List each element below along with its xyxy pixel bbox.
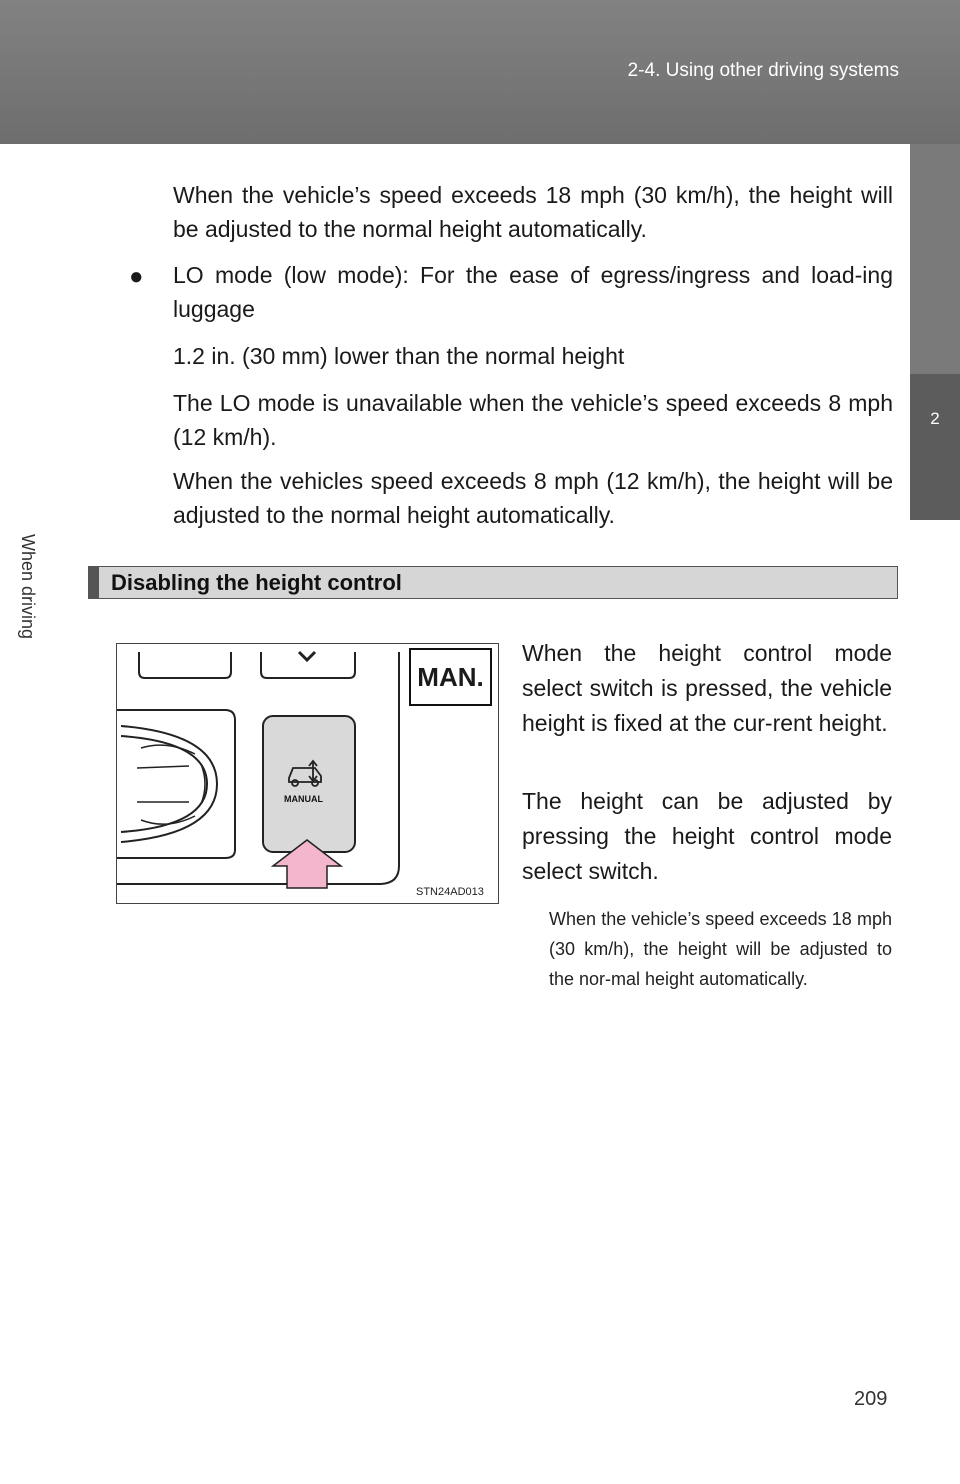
page-number: 209 — [854, 1388, 888, 1410]
chevron-down-icon — [299, 652, 315, 660]
paragraph: When the height control mode select switch is pressed, the vehicle height is fixed at the cur-rent height. — [522, 640, 892, 736]
paragraph: The LO mode is unavailable when the vehicle’s speed exceeds 8 mph (12 km/h). — [173, 390, 893, 450]
paragraph: When the vehicle’s speed exceeds 18 mph (30 km/h), the height will be adjusted to the normal height automatically. — [173, 182, 893, 242]
paragraph: LO mode (low mode): For the ease of egress/ingress and load-ing luggage — [173, 262, 893, 322]
page-header — [0, 0, 960, 144]
man-indicator-label: MAN. — [409, 648, 492, 706]
paragraph: The height can be adjusted by pressing the height control mode select switch. — [522, 788, 892, 884]
bullet-icon: ● — [129, 263, 144, 290]
chapter-number: 2 — [910, 374, 960, 520]
manual-switch[interactable] — [263, 716, 355, 852]
paragraph: When the vehicles speed exceeds 8 mph (12 km/h), the height will be adjusted to the normal height automatically. — [173, 468, 893, 528]
manual-switch-label: MANUAL — [284, 794, 323, 804]
section-breadcrumb: 2-4. Using other driving systems — [627, 60, 899, 81]
chapter-title: When driving — [18, 534, 38, 640]
paragraph: 1.2 in. (30 mm) lower than the normal height — [173, 343, 625, 369]
note-text: When the vehicle’s speed exceeds 18 mph (30 km/h), the height will be adjusted to the nor-mal height automatically. — [549, 909, 892, 989]
section-heading-bar — [88, 566, 898, 599]
section-title: Disabling the height control — [111, 570, 402, 595]
chapter-side-tab — [910, 144, 960, 1484]
figure-code: STN24AD013 — [416, 886, 484, 898]
dial-icon — [121, 726, 217, 842]
